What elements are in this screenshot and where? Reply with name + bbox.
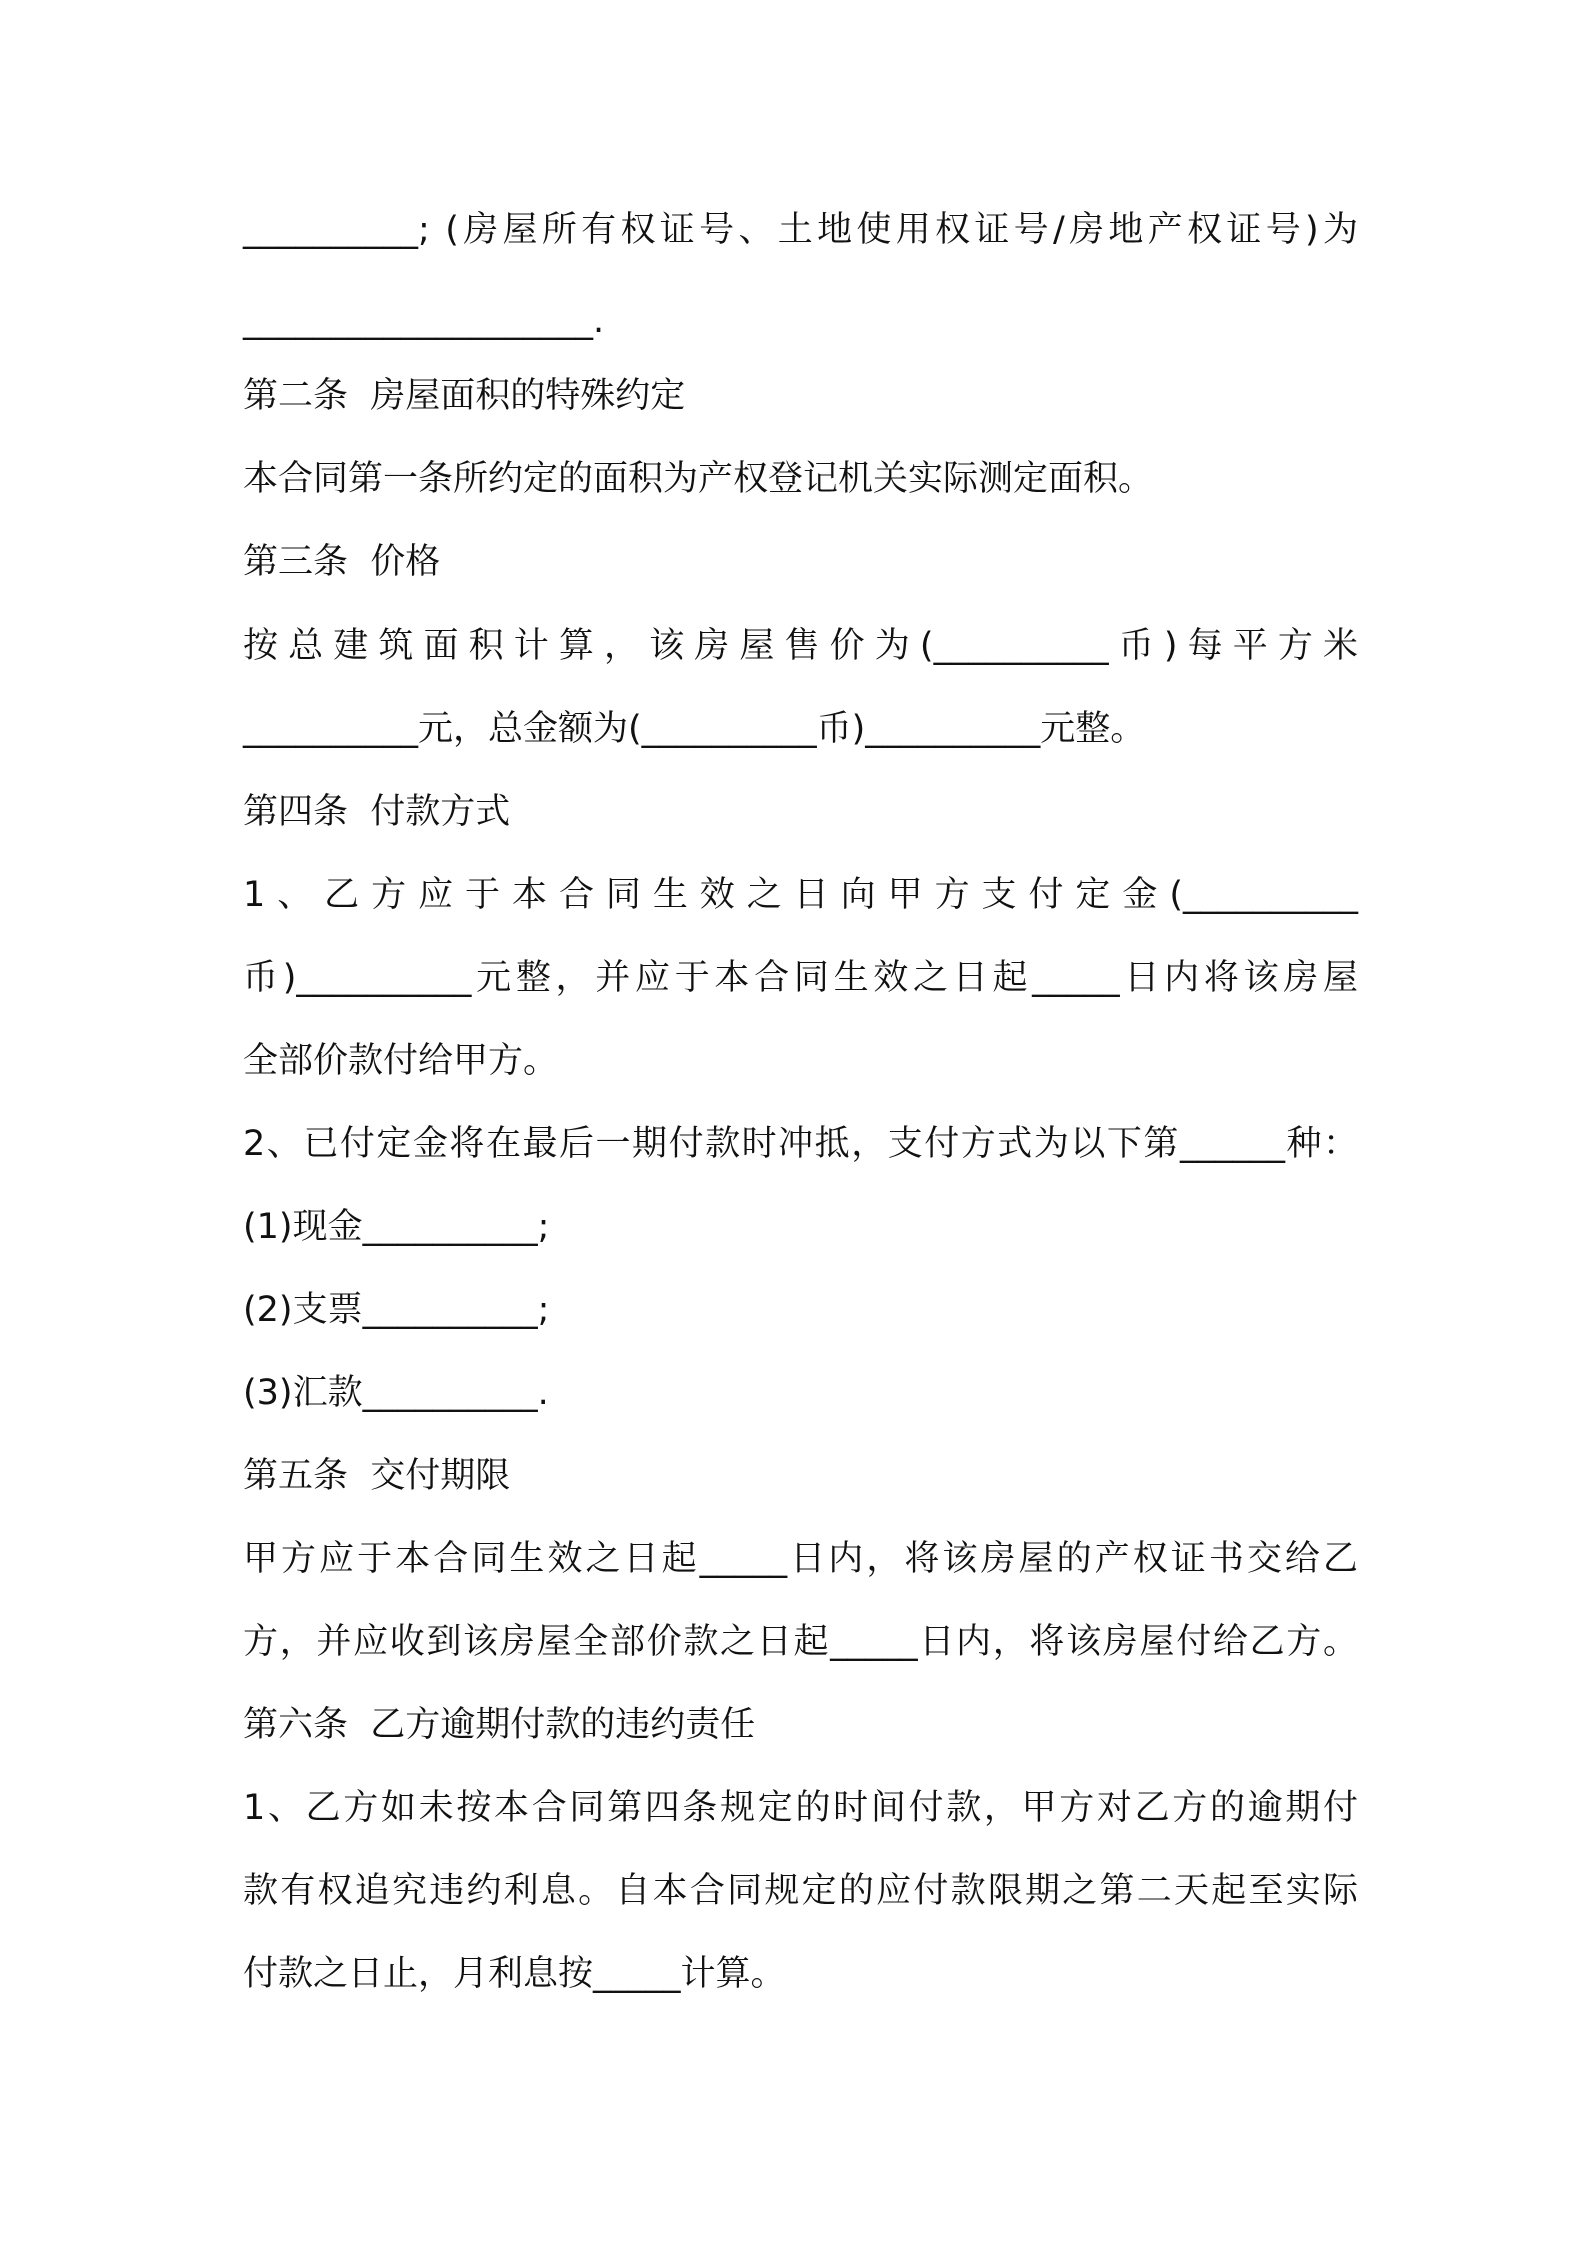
text-line-payment-3: 全部价款付给甲方。 — [243, 1041, 559, 1081]
text-line-breach-1: 1、乙方如未按本合同第四条规定的时间付款，甲方对乙方的逾期付 — [243, 1788, 1358, 1828]
article-heading-6: 第六条 乙方逾期付款的违约责任 — [243, 1705, 756, 1745]
text-line-breach-2: 款有权追究违约利息。自本合同规定的应付款限期之第二天起至实际 — [243, 1871, 1358, 1911]
text-line-price-1: 按总建筑面积计算，该房屋售价为(__________币)每平方米 — [243, 626, 1358, 666]
text-line-area: 本合同第一条所约定的面积为产权登记机关实际测定面积。 — [243, 459, 1154, 499]
text-line-payment-2: 币)__________元整，并应于本合同生效之日起_____日内将该房屋 — [243, 958, 1358, 998]
article-heading-3: 第三条 价格 — [243, 542, 441, 582]
text-line-delivery-1: 甲方应于本合同生效之日起_____日内，将该房屋的产权证书交给乙 — [243, 1539, 1358, 1579]
article-heading-5: 第五条 交付期限 — [243, 1456, 511, 1496]
text-line-delivery-2: 方，并应收到该房屋全部价款之日起_____日内，将该房屋付给乙方。 — [243, 1622, 1358, 1662]
text-line-blank: ____________________. — [243, 301, 605, 341]
article-heading-2: 第二条 房屋面积的特殊约定 — [243, 376, 686, 416]
text-line-price-2: __________元，总金额为(__________币)__________元整。 — [243, 709, 1146, 749]
text-line-payment-1: 1、乙方应于本合同生效之日向甲方支付定金(__________ — [243, 875, 1358, 915]
article-heading-4: 第四条 付款方式 — [243, 792, 511, 832]
text-line-breach-3: 付款之日止，月利息按_____计算。 — [243, 1954, 786, 1994]
text-line-remittance: (3)汇款__________. — [243, 1373, 549, 1413]
text-line-check: (2)支票__________; — [243, 1290, 550, 1330]
text-line-certificate: __________; (房屋所有权证号、土地使用权证号/房地产权证号)为 — [243, 210, 1358, 250]
text-line-payment-method: 2、已付定金将在最后一期付款时冲抵，支付方式为以下第______种： — [243, 1124, 1358, 1164]
text-line-cash: (1)现金__________; — [243, 1207, 550, 1247]
